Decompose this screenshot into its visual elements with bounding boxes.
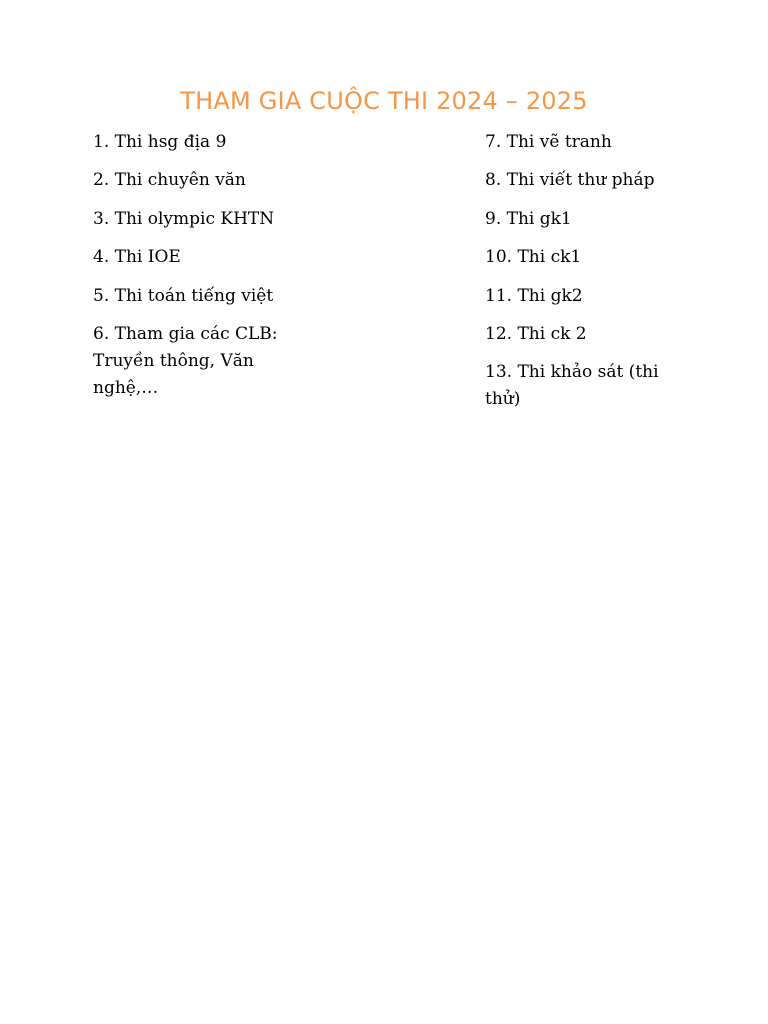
- page-title: THAM GIA CUỘC THI 2024 – 2025: [180, 87, 588, 115]
- list-item: 5. Thi toán tiếng việt: [93, 285, 274, 306]
- list-item: 7. Thi vẽ tranh: [485, 132, 612, 152]
- list-item: 3. Thi olympic KHTN: [93, 208, 275, 229]
- list-item: 10. Thi ck1: [485, 247, 582, 268]
- list-item: 8. Thi viết thư pháp: [485, 170, 655, 191]
- list-item: 13. Thi khảo sát (thi thử): [485, 362, 659, 410]
- list-item: 2. Thi chuyên văn: [93, 170, 246, 191]
- list-item: 4. Thi IOE: [93, 247, 181, 268]
- contest-list-left: [93, 129, 303, 413]
- list-item: 12. Thi ck 2: [485, 323, 587, 344]
- list-item: 9. Thi gk1: [485, 208, 572, 229]
- list-item: 11. Thi gk2: [485, 285, 583, 306]
- contest-list-right: [485, 129, 685, 425]
- list-item: 6. Tham gia các CLB: Truyền thông, Văn nghệ,…: [93, 323, 278, 398]
- list-item: 1. Thi hsg địa 9: [93, 132, 227, 152]
